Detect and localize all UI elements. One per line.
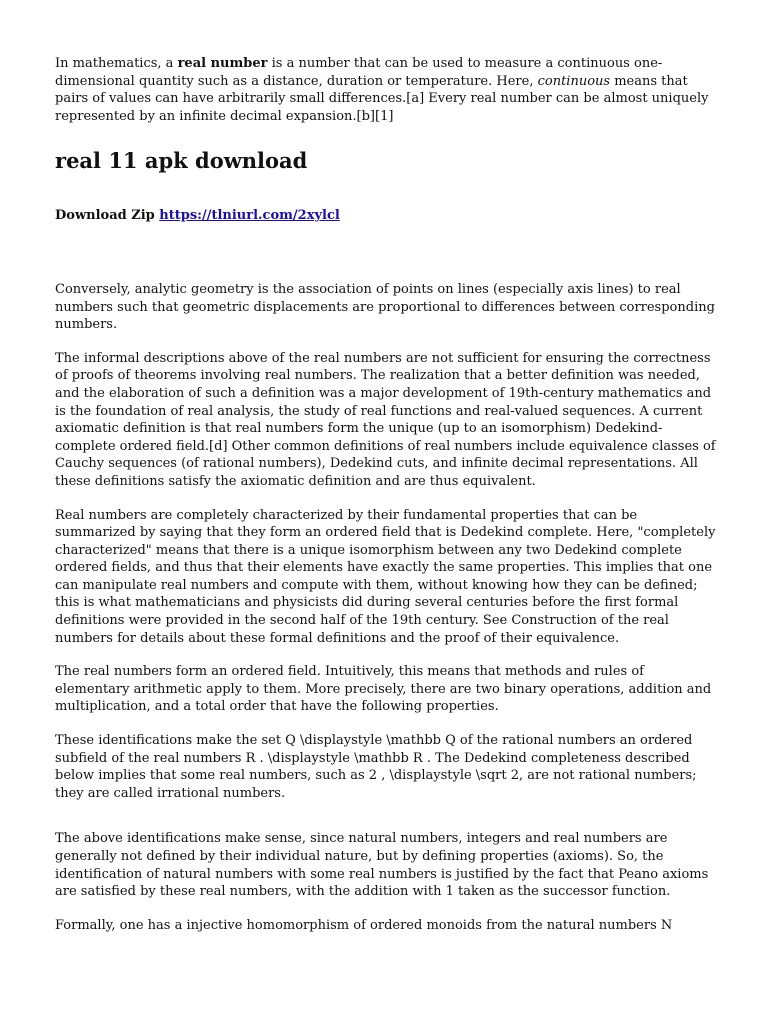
article bbox=[55, 55, 717, 950]
page-title: real 11 apk download bbox=[55, 148, 308, 174]
intro-paragraph bbox=[55, 55, 717, 125]
intro-text-1: In mathematics, a bbox=[55, 56, 178, 71]
paragraph-analytic-geometry: Conversely, analytic geometry is the association of points on lines (especially axis lines) to real numbers such that geometric displacements are proportional to differences between corresponding numbers. bbox=[55, 281, 715, 333]
paragraph-identifications: These identifications make the set Q \displaystyle \mathbb Q of the rational numbers an ordered subfield of the real numbers R . \displaystyle \mathbb R . The Dedekind completeness described below implies that some real numbers, such as 2 , \displaystyle \sqrt 2, are not rational numbers; they are called irrational numbers. bbox=[55, 733, 697, 801]
paragraph-homomorphism: Formally, one has a injective homomorphism of ordered monoids from the natural numbers N bbox=[55, 917, 673, 933]
download-label: Download Zip bbox=[55, 208, 155, 224]
intro-italic-term: continuous bbox=[537, 73, 611, 89]
download-link[interactable]: https://tlniurl.com/2xylcl bbox=[159, 208, 340, 224]
paragraph-informal-descriptions: The informal descriptions above of the real numbers are not sufficient for ensuring the correctness of proofs of theorems involving real numbers. The realization that a better definition was needed, and the elaboration of such a definition was a major development of 19th-century mathematics and is the foundation of real analysis, the study of real functions and real-valued sequences. A current axiomatic definition is that real numbers form the unique (up to an isomorphism) Dedekind-complete ordered field.[d] Other common definitions of real numbers include equivalence classes of Cauchy sequences (of rational numbers), Dedekind cuts, and infinite decimal representations. All these definitions satisfy the axiomatic definition and are thus equivalent. bbox=[55, 350, 716, 489]
intro-bold-term: real number bbox=[177, 56, 268, 71]
intro-text-3: means that pairs of values can have arbitrarily small differences.[a] Every real number can be almost uniquely represented by an infinite decimal expansion.[b][1] bbox=[55, 73, 709, 124]
paragraph-ordered-field: The real numbers form an ordered field. Intuitively, this means that methods and rules of elementary arithmetic apply to them. More precisely, there are two binary operations, addition and multiplication, and a total order that have the following properties. bbox=[55, 664, 712, 715]
intro-text-2: is a number that can be used to measure a continuous one-dimensional quantity such as a distance, duration or temperature. Here, bbox=[55, 56, 663, 89]
download-line bbox=[55, 207, 717, 225]
paragraph-natural-numbers: The above identifications make sense, since natural numbers, integers and real numbers are generally not defined by their individual nature, but by defining properties (axioms). So, the identification of natural numbers with some real numbers is justified by the fact that Peano axioms are satisfied by these real numbers, with the addition with 1 taken as the successor function. bbox=[55, 831, 709, 900]
spacer bbox=[55, 225, 717, 281]
paragraph-characterization: Real numbers are completely characterized by their fundamental properties that can be summarized by saying that they form an ordered field that is Dedekind complete. Here, "completely characterized" means that there is a unique isomorphism between any two Dedekind complete ordered fields, and thus that their elements have exactly the same properties. This implies that one can manipulate real numbers and compute with them, without knowing how they can be defined; this is what mathematicians and physicists did during several centuries before the first formal definitions were provided in the second half of the 19th century. See Construction of the real numbers for details about these formal definitions and the proof of their equivalence. bbox=[55, 507, 716, 646]
